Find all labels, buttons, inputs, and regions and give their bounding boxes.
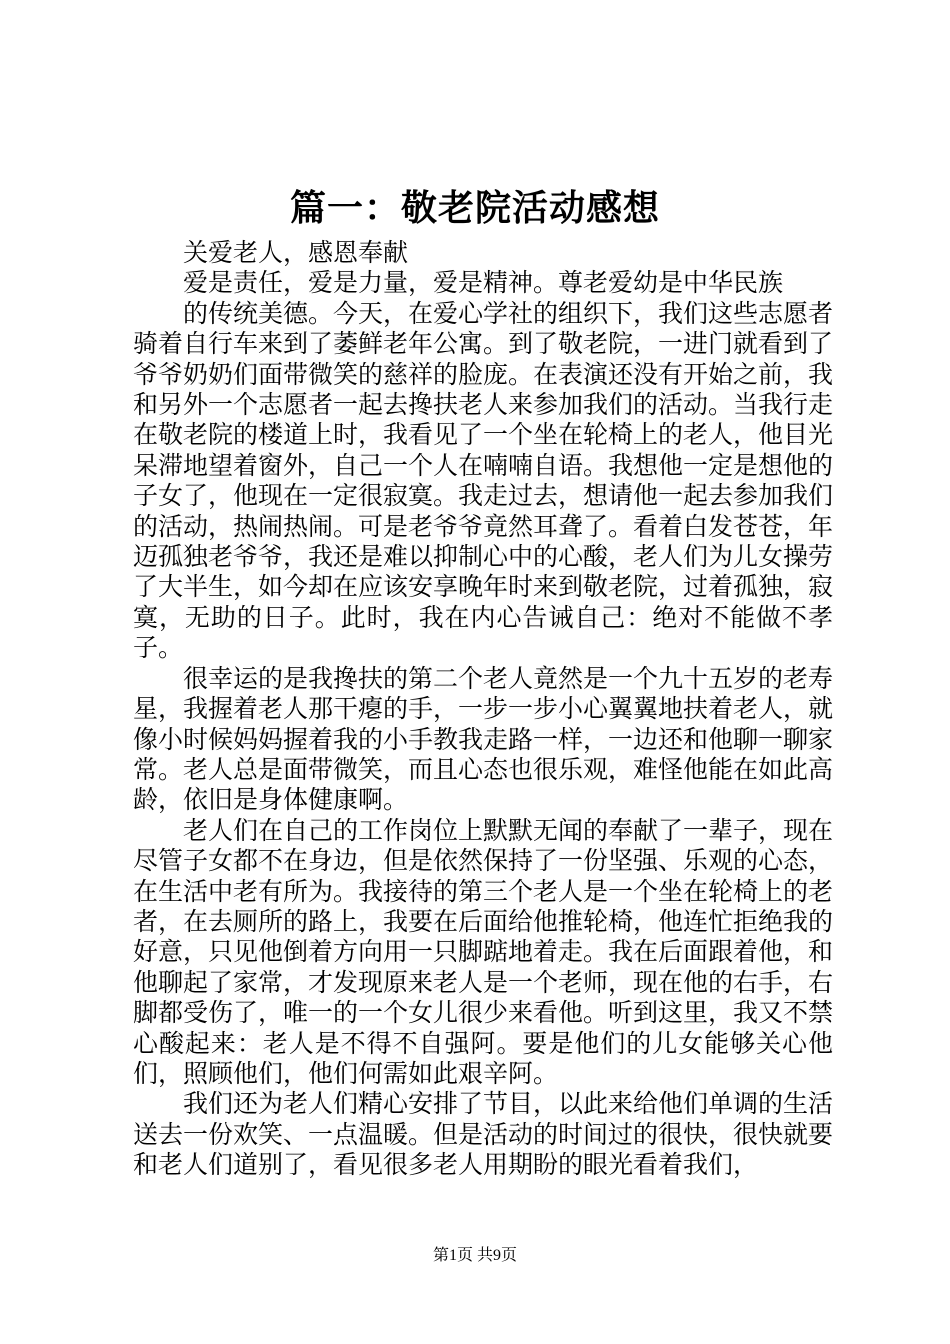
paragraph: 很幸运的是我搀扶的第二个老人竟然是一个九十五岁的老寿星，我握着老人那干瘪的手，一步一步小心翼翼地扶着老人，就像小时候妈妈握着我的小手教我走路一样，一边还和他聊一聊家常。老人总是面带微笑，而且心态也很乐观，难怪他能在如此高龄，依旧是身体健康啊。 (133, 663, 834, 815)
document-body (133, 238, 833, 1181)
paragraph: 我们还为老人们精心安排了节目，以此来给他们单调的生活送去一份欢笑、一点温暖。但是活动的时间过的很快，很快就要和老人们道别了，看见很多老人用期盼的眼光看着我们， (133, 1089, 834, 1180)
document-title: 篇一：敬老院活动感想 (289, 187, 660, 229)
paragraph: 老人们在自己的工作岗位上默默无闻的奉献了一辈子，现在尽管子女都不在身边，但是依然保持了一份坚强、乐观的心态，在生活中老有所为。我接待的第三个老人是一个坐在轮椅上的老者，在去厕所的路上，我要在后面给他推轮椅，他连忙拒绝我的好意，只见他倒着方向用一只脚踮地着走。我在后面跟着他，和他聊起了家常，才发现原来老人是一个老师，现在他的右手，右脚都受伤了，唯一的一个女儿很少来看他。听到这里，我又不禁心酸起来：老人是不得不自强阿。要是他们的儿女能够关心他们，照顾他们，他们何需如此艰辛阿。 (133, 815, 834, 1088)
paragraph-heading: 关爱老人，感恩奉献 (183, 238, 409, 267)
paragraph: 爱是责任，爱是力量，爱是精神。尊老爱幼是中华民族 (183, 268, 784, 298)
paragraph: 的传统美德。今天，在爱心学社的组织下，我们这些志愿者骑着自行车来到了萎鲜老年公寓。到了敬老院，一进门就看到了爷爷奶奶们面带微笑的慈祥的脸庞。在表演还没有开始之前，我和另外一个志愿者一起去搀扶老人来参加我们的活动。当我行走在敬老院的楼道上时，我看见了一个坐在轮椅上的老人，他目光呆滞地望着窗外，自己一个人在喃喃自语。我想他一定是想他的子女了，他现在一定很寂寞。我走过去，想请他一起去参加我们的活动，热闹热闹。可是老爷爷竟然耳聋了。看着白发苍苍，年迈孤独老爷爷，我还是难以抑制心中的心酸，老人们为儿女操劳了大半生，如今却在应该安享晚年时来到敬老院，过着孤独，寂寞，无助的日子。此时，我在内心告诫自己：绝对不能做不孝子。 (133, 298, 834, 663)
page-number: 第1页 共9页 (432, 1247, 517, 1264)
